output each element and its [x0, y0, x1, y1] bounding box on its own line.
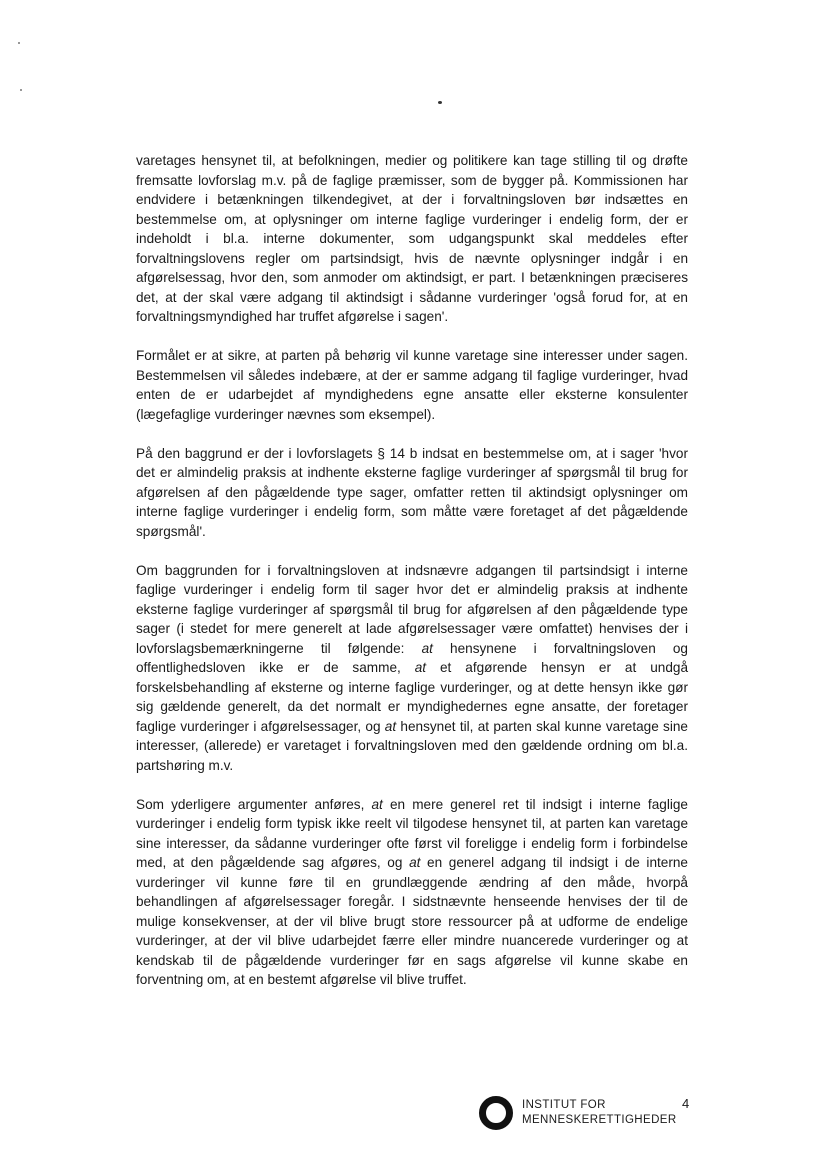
- text-run: hensynene i forvaltningsloven og offentlighedsloven ikke er de samme,: [136, 640, 688, 675]
- text-run: Om baggrunden for i forvaltningsloven at indsnævre adgangen til partsindsigt i interne faglige vurderinger i endelig form til sager hvor det er almindelig praksis at indhente eksterne faglige vurderinger af spørgsmål til brug for afgørelsen af den pågældende type sager (i stedet for mere generelt at lade afgørelsessager være omfattet) henvises der i lovforslagsbemærkningerne til følgende:: [136, 562, 688, 656]
- ring-logo-icon: [478, 1095, 514, 1131]
- text-run: en generel adgang til indsigt i de interne vurderinger vil kunne føre til en grundlæggende ændring af den måde, hvorpå behandlingen af afgørelsessager foregår. I sidstnævnte henseende henvises der til de mulige konsekvenser, at der vil blive brugt store ressourcer på at udforme de endelige vurderinger, at der vil blive udarbejdet færre eller mindre nuancerede vurderinger og at kendskab til de pågældende vurderinger før en sags afgørelse vil kunne skabe en forventning om, at en bestemt afgørelse vil blive truffet.: [136, 855, 688, 987]
- institute-logo: [478, 1095, 677, 1131]
- logo-line-2: MENNESKERETTIGHEDER: [522, 1114, 677, 1126]
- italic-run: at: [371, 796, 383, 812]
- paragraph: [136, 561, 688, 776]
- italic-run: at: [414, 660, 427, 675]
- italic-run: at: [421, 640, 433, 656]
- scan-speck: [18, 42, 20, 44]
- text-run: et afgørende hensyn er at undgå forskelsbehandling af eksterne og interne faglige vurderinger, og at dette hensyn ikke gør sig gældende generelt, da det normalt er myndighedernes egne ansatte, der foretager faglige vurderinger i afgørelsessager, og: [136, 660, 689, 734]
- scan-speck: [20, 89, 22, 91]
- scan-speck: [438, 101, 442, 104]
- text-run: en mere generel ret til indsigt i interne faglige vurderinger i endelig form typisk ikke reelt vil tilgodese hensynet til, at parten kan varetage sine interesser, da sådanne vurderinger ofte først vil foreligge i endelig form i forbindelse med, at den pågældende sag afgøres, og: [136, 796, 688, 870]
- text-run: På den baggrund er der i lovforslagets § 14 b indsat en bestemmelse om, at i sager 'hvor det er almindelig praksis at indhente eksterne faglige vurderinger af spørgsmål til brug for afgørelsen af den pågældende type sager, omfatter retten til aktindsigt oplysninger om interne faglige vurderinger i endelig form, som måtte være foretaget af det pågældende spørgsmål'.: [136, 445, 688, 539]
- document-body: [136, 151, 688, 1009]
- italic-run: at: [409, 855, 421, 870]
- text-run: hensynet til, at parten skal kunne varetage sine interesser, (allerede) er varetaget i forvaltningsloven med den gældende ordning om bl.a. partshøring m.v.: [136, 718, 688, 773]
- paragraph: [136, 346, 688, 424]
- logo-text: [522, 1098, 677, 1128]
- paragraph: [136, 444, 688, 542]
- paragraph: [136, 151, 688, 327]
- italic-run: at: [384, 718, 397, 734]
- text-run: Formålet er at sikre, at parten på behørig vil kunne varetage sine interesser under sagen. Bestemmelsen vil således indebære, at der er samme adgang til faglige vurderinger, hvad enten de er udarbejdet af myndighedens egne ansatte eller eksterne konsulenter (lægefaglige vurderinger nævnes som eksempel).: [136, 348, 688, 422]
- text-run: Som yderligere argumenter anføres,: [136, 796, 372, 812]
- paragraph: [136, 795, 688, 990]
- text-run: varetages hensynet til, at befolkningen, medier og politikere kan tage stilling til og drøfte fremsatte lovforslag m.v. på de faglige præmisser, som de bygger på. Kommissionen har endvidere i betænkningen tilkendegivet, at der i forvaltningsloven bør indsættes en bestemmelse om, at oplysninger om interne faglige vurderinger i endelig form, der er indeholdt i bl.a. interne dokumenter, som udgangspunkt skal meddeles efter forvaltningslovens regler om partsindsigt, hvis de nævnte oplysninger indgår i en afgørelsessag, hvor den, som anmoder om aktindsigt, er part. I betænkningen præciseres det, at der skal være adgang til aktindsigt i sådanne vurderinger 'også forud for, at en forvaltningsmyndighed har truffet afgørelse i sagen'.: [136, 153, 688, 324]
- logo-line-1: INSTITUT FOR: [522, 1099, 606, 1111]
- page-number: 4: [682, 1096, 690, 1111]
